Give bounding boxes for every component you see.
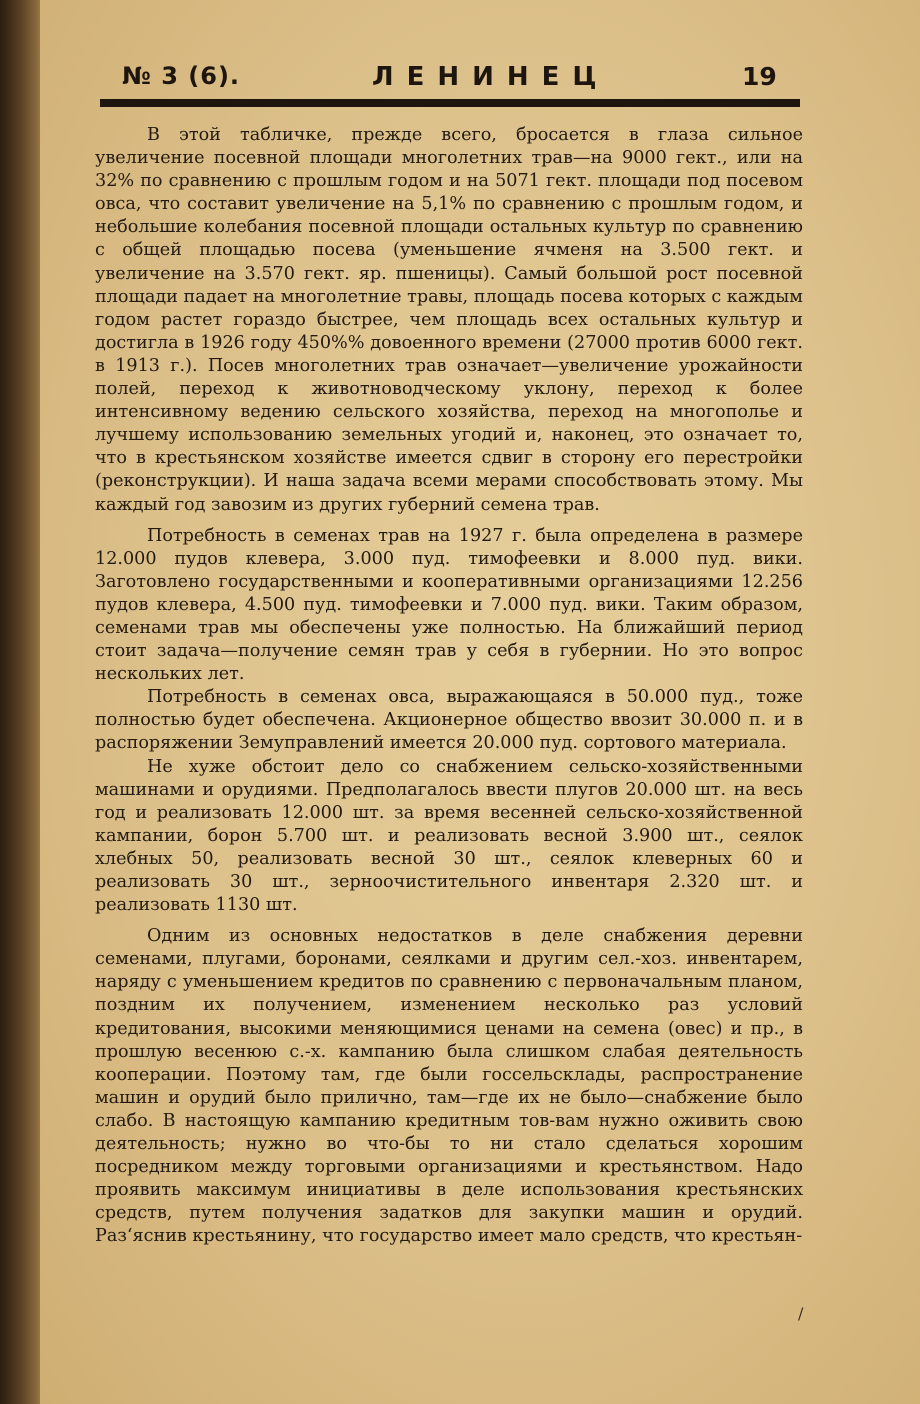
article-body	[95, 124, 803, 1249]
paragraph-5: Одним из основных недостатков в деле снабжения деревни семенами, плугами, боронами, сеялками и другим сел.-хоз. инвентарем, наряду с уменьшением кредитов по сравнению с первоначальным планом, поздним их получением, изменением несколько раз условий кредитования, высокими меняющимися ценами на семена (овес) и пр., в прошлую весенюю с.-х. кампанию была слишком слабая деятельность кооперации. Поэтому там, где были госсельсклады, распространение машин и орудий было прилично, там—где их не было—снабжение было слабо. В настоящую кампанию кредитным тов-вам нужно оживить свою деятельность; нужно во что-бы то ни стало сделаться хорошим посредником между торговыми организациями и крестьянством. Надо проявить максимум инициативы в деле использования крестьянских средств, путем получения задатков для закупки машин и орудий. Раз‘яснив крестьянину, что государство имеет мало средств, что крестьян-	[95, 926, 803, 1247]
paragraph-1: В этой табличке, прежде всего, бросается в глаза сильное увеличение посевной площади многолетних трав—на 9000 гект., или на 32% по сравнению с прошлым годом и на 5071 гект. площади под посевом овса, что составит увеличение на 5,1% по сравнению с прошлым годом, и небольшие колебания посевной площади остальных культур по сравнению с общей площадью посева (уменьшение ячменя на 3.500 гект. и увеличение на 3.570 гект. яр. пшеницы). Самый большой рост посевной площади падает на многолетние травы, площадь посева которых с каждым годом растет гораздо быстрее, чем площадь всех остальных культур и достигла в 1926 году 450%% довоенного времени (27000 против 6000 гект. в 1913 г.). Посев многолетних трав означает—увеличение урожайности полей, переход к животноводческому уклону, переход к более интенсивному ведению сельского хозяйства, переход на многополье и лучшему использованию земельных угодий и, наконец, это означает то, что в крестьянском хозяйстве имеется сдвиг в сторону его перестройки (реконструкции). И наша задача всеми мерами способствовать этому. Мы каждый год завозим из других губерний семена трав.	[95, 125, 803, 515]
paragraph-4: Не хуже обстоит дело со снабжением сельско-хозяйственными машинами и орудиями. Предполагалось ввести плугов 20.000 шт. на весь год и реализовать 12.000 шт. за время весенней сельско-хозяйственной кампании, борон 5.700 шт. и реализовать весной 3.900 шт., сеялок хлебных 50, реализовать весной 30 шт., сеялок клеверных 60 и реализовать 30 шт., зерноочистительного инвентаря 2.320 шт. и реализовать 1130 шт.	[95, 756, 803, 916]
paragraph-3: Потребность в семенах овса, выражающаяся в 50.000 пуд., тоже полностью будет обеспечена. Акционерное общество ввозит 30.000 п. и в распоряжении Земуправлений имеется 20.000 пуд. сортового материала.	[95, 687, 803, 754]
issue-number: № 3 (6).	[122, 62, 241, 90]
page-header	[122, 58, 777, 98]
margin-mark: /	[798, 1304, 804, 1323]
page-number: 19	[742, 62, 777, 91]
paragraph-2: Потребность в семенах трав на 1927 г. была определена в размере 12.000 пудов клевера, 3.000 пуд. тимофеевки и 8.000 пуд. вики. Заготовлено государственными и кооперативными организациями 12.256 пудов клевера, 4.500 пуд. тимофеевки и 7.000 пуд. вики. Таким образом, семенами трав мы обеспечены уже полностью. На ближайший период стоит задача—получение семян трав у себя в губернии. Но это вопрос нескольких лет.	[95, 525, 803, 685]
header-rule	[100, 99, 800, 107]
newspaper-title: ЛЕНИНЕЦ	[372, 62, 610, 92]
